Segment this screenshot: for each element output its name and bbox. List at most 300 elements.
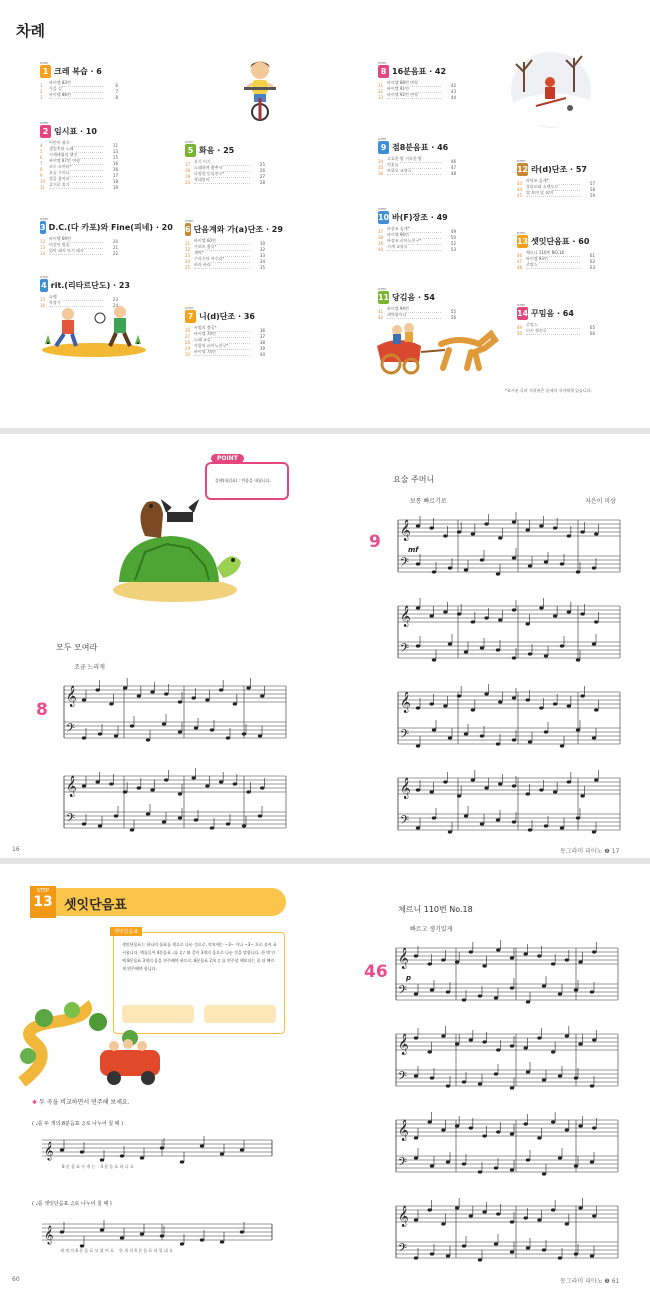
toc-entry-number: 33 [378,94,384,100]
winter-ski-illustration [510,42,592,130]
toc-entry-title [49,92,103,99]
toc-entry-number: 24 [185,258,191,264]
step13-spread [0,864,650,1292]
right-grand-staff-4 [388,766,624,846]
case1-lyrics: 8 분 음 표 두 개 는 4 분 음 표 하 나 요 [62,1164,134,1169]
czerny-footer [560,1276,619,1285]
toc-entry-page: 27 [259,173,265,179]
toc-entry-page: 22 [112,250,118,256]
svg-text:𝄞: 𝄞 [398,1206,409,1227]
toc-entry-title-text: 시계 교향곡 [387,244,408,249]
triplet-example-2 [204,1005,276,1023]
svg-text:𝄞: 𝄞 [66,686,77,707]
step-badge [30,886,56,918]
toc-entry-number: 44 [517,186,523,192]
toc-entry-number: 32 [378,88,384,94]
step-badge: STEP 3 [40,221,46,234]
toc-chapter [378,64,468,100]
svg-text:𝄢: 𝄢 [66,812,76,828]
toc-entry-page: 39 [259,345,265,351]
toc-entry-page: 16 [112,166,118,172]
toc-chapter-name: rit.(리타르단도) · 23 [50,280,130,290]
svg-text:𝄢: 𝄢 [400,728,410,744]
czerny-page-number: 61 [611,1278,620,1285]
toc-chapter [185,309,275,357]
toc-chapter-name: 임시표 · 10 [54,126,97,136]
toc-entry-number: 43 [517,180,523,186]
toc-entry-page: 35 [259,264,265,270]
step-badge: STEP 12 [517,163,528,176]
toc-entry-title-text: 생일축하 노래 [49,146,74,151]
toc-entry-page: 21 [112,244,118,250]
step-badge: STEP 8 [378,65,389,78]
toc-chapter-name: 셋잇단음표 · 60 [531,236,590,246]
triplet-box-label: 셋잇단음표 [110,927,142,936]
czerny-tempo: 빠르고 생기있게 [410,926,453,933]
toc-entry-page: 43 [450,88,456,94]
toc-entry-title-text: 고요한 밤 거룩한 밤 [387,156,422,161]
toc-entry-title-text: 바이엘 92번 변형 [387,92,418,97]
toc-entry-title-text: 바이엘 83번 [49,80,71,85]
toc-entry-page: 25 [259,161,265,167]
toc-entry-page: 42 [450,82,456,88]
step-badge: STEP 14 [517,307,528,320]
toc-entry-page: 19 [112,184,118,190]
toc-entry-title-text: 로망스 [526,262,538,267]
toc-entry-number: 25 [185,264,191,270]
toc-entry-number: 10 [40,178,46,184]
toc-entry-number: 50 [517,330,523,336]
point-text: 플랫(내림표) : 반음을 내립니다. [215,478,271,483]
toc-entry-number: 46 [517,252,523,258]
toc-chapter [185,143,275,185]
toc-entry-number: 34 [378,158,384,164]
svg-text:𝄢: 𝄢 [398,984,408,1000]
toc-entry[interactable] [185,351,265,357]
toc-chapter-name: 꾸밈음 · 64 [531,308,574,318]
toc-chapter-name: 크레 복습 · 6 [54,66,102,76]
toc-chapter-head [517,306,607,320]
toc-chapter-name: 점8분음표 · 46 [392,142,449,152]
step-badge: STEP 5 [185,144,196,157]
toc-chapter-head [517,234,607,248]
toc-entry-title-text: 시계태엽의 행진 [49,152,78,157]
toc-entry-number: 47 [517,258,523,264]
toc-entry-page: 52 [450,240,456,246]
svg-text:𝄞: 𝄞 [400,606,411,627]
step-badge: STEP 13 [517,235,528,248]
right-footer [560,846,619,855]
toc-chapter [40,220,173,256]
girl-bicycle-illustration [238,58,282,122]
czerny-grand-staff-1 [386,936,622,1016]
toc-chapter [517,234,607,270]
toc-chapter [40,124,130,190]
toc-chapter-name: 라(d)단조 · 57 [531,164,587,174]
toc-entry-number: 5 [40,148,43,154]
svg-text:𝄢: 𝄢 [398,1242,408,1258]
toc-entry-number: 18 [185,167,191,173]
toc-entry-page: 47 [450,164,456,170]
toc-entry-title-text: 새벽별이다 [387,312,407,317]
toc-entry-page: 55 [450,308,456,314]
toc-entry-number: 40 [378,246,384,252]
toc-entry-title-text: 요술 주머니 [49,170,70,175]
toc-entry-title-text: 즐거운 휴가 [49,182,70,187]
toc-chapter [517,162,607,198]
toc-entry-page: 37 [259,333,265,339]
toc-entry-title-text: 바이엘 96번 [387,232,409,237]
toc-entry-number: 36 [378,170,384,176]
toc-entry-page: 7 [115,88,118,94]
turtle-animals-illustration [105,496,247,606]
step-title: 셋잇단음표 [64,898,127,913]
toc-entry-title-text: 사랑의 춤곡* [194,325,217,330]
toc-entry-page: 40 [259,351,265,357]
toc-entry-number: 28 [185,339,191,345]
toc-entry-number: 49 [517,324,523,330]
step-badge: STEP 4 [40,279,48,292]
toc-chapter-head [378,64,468,78]
step-badge: STEP 10 [378,211,389,224]
toc-chapter-head [378,140,468,154]
toc-entry-number: 12 [40,238,46,244]
toc-entry-title-text: 바장조 음계* [387,226,410,231]
toc-entry-number: 23 [185,252,191,258]
toc-entry-title [49,248,103,255]
pieces-spread [0,434,650,858]
toc-entry-page: 30 [259,240,265,246]
toc-entry-title-text: 수리수리 마수리* [194,256,225,261]
step-number: 13 [33,894,53,910]
toc-entry-title-text: 새벽* [194,250,204,255]
toc-entry-title-text: 터키 행진곡 [526,328,547,333]
toc-entry-page: 56 [450,314,456,320]
toc-entry-number: 16 [40,302,46,308]
toc-entry-title [526,262,580,269]
toc-entry-number: 45 [517,192,523,198]
toc-entry-title-text: 노래하며 춤추자 [194,165,223,170]
toc-chapter-name: 당김음 · 54 [392,292,435,302]
toc-chapter-name: 화음 · 25 [199,145,235,155]
toc-chapter-name: 16분음표 · 42 [392,66,447,76]
toc-entry-title [526,190,580,197]
toc-entry-title-text: 노래 교실 [194,337,211,342]
toc-entry-page: 65 [589,324,595,330]
toc-entry-title [387,244,441,251]
toc-entry-title-text: 바라 바라 [194,262,211,267]
toc-entry-page: 15 [112,154,118,160]
toc-entry-number: 30 [185,351,191,357]
toc-entry-page: 53 [450,246,456,252]
toc-entry-page: 34 [259,258,265,264]
toc-entry-title-text: 어린이 왈츠 [49,140,70,145]
toc-entry[interactable] [40,184,118,190]
toc-entry-number: 48 [517,264,523,270]
toc-entry-number: 27 [185,333,191,339]
toc-entry-number: 4 [40,142,43,148]
toc-chapter-name: 단음계와 가(a)단조 · 29 [193,224,283,234]
toc-entry-number: 8 [40,166,43,172]
toc-entry[interactable] [517,264,595,270]
toc-chapter-head [378,210,468,224]
compare-title: ✱ 두 곡을 비교하면서 연주해 보세요. [32,1099,130,1106]
case2-lyrics: 세 개 의 8 분 음 표 모 였 어 요 한 개 의 4 분 음 표 되 었 네 요 [60,1248,173,1253]
toc-entry[interactable] [378,170,456,176]
toc-entry-title [49,182,103,189]
step-label: STEP [36,888,50,894]
toc-chapter-head [40,220,173,234]
toc-entry-number: 6 [40,154,43,160]
toc-entry-title-text: 엄마 돼지 아기 돼지 [49,248,84,253]
toc-entry-number: 20 [185,179,191,185]
czerny-grand-staff-2 [386,1022,622,1102]
toc-entry-number: 22 [185,246,191,252]
svg-text:𝄞: 𝄞 [44,1225,54,1244]
toc-entry-title [387,92,441,99]
toc-entry-page: 33 [259,252,265,258]
step-badge: STEP 11 [378,291,389,304]
toc-entry-page: 20 [112,238,118,244]
toc-entry-number: 19 [185,173,191,179]
toc-entry-number: 13 [40,244,46,250]
toc-chapter [378,210,468,252]
toc-entry-number: 26 [185,327,191,333]
toc-chapter-head [378,290,468,304]
toc-entry-title-text: 바장조 피아노친구* [387,238,422,243]
case1-label: ( ♩를 두 개의 8분음표 ♫로 나누어 칠 때 ) [32,1121,124,1127]
svg-text:𝄞: 𝄞 [44,1141,54,1160]
left-grand-staff-1 [54,674,290,754]
toc-entry[interactable] [517,192,595,198]
toc-entry-page: 48 [450,170,456,176]
left-page-number: 16 [12,846,20,853]
step-badge: STEP 9 [378,141,389,154]
toc-entry-title-text: 자장가 [49,300,61,305]
toc-entry-page: 11 [112,142,118,148]
toc-entry-title-text: 작대볼이 [194,177,210,182]
toc-entry-title-text: 다정한 동물친구* [194,171,225,176]
toc-entry-page: 32 [259,246,265,252]
compare-title-text: 두 곡을 비교하면서 연주해 보세요. [38,1099,130,1106]
toc-entry-title-text: 오기 어기 [194,159,211,164]
toc-entry-page: 28 [259,179,265,185]
horse-carriage-illustration [375,316,501,378]
toc-entry-page: 17 [112,172,118,178]
toc-entry-page: 44 [450,94,456,100]
right-piece-number: 9 [369,532,381,552]
toc-entry-number: 37 [378,228,384,234]
toc-chapter-name: D.C.(다 카포)와 Fine(피네) · 20 [48,222,173,232]
toc-entry-page: 62 [589,258,595,264]
toc-entry-title-text: 바이엘 86번 [49,92,71,97]
svg-text:𝄢: 𝄢 [400,814,410,830]
left-page-number: 60 [12,1276,20,1283]
toc-entry-number: 41 [378,308,384,314]
toc-entry-title-text: 바이엘 93번 [526,256,548,261]
toc-entry-number: 3 [40,94,43,100]
boys-soccer-illustration [40,300,148,358]
toc-entry-number: 21 [185,240,191,246]
case2-text: ♩를 셋잇단음표 ♫로 나누어 칠 때 [35,1201,109,1207]
right-piece-title: 요술 주머니 [393,475,435,484]
toc-entry-title-text: 버섯이 방울 [49,242,70,247]
toc-entry-title-text: 라단조 음계* [526,178,549,183]
toc-chapter-head [185,309,275,323]
svg-text:𝄢: 𝄢 [398,1156,408,1172]
step-header [30,888,286,916]
svg-text:𝄢: 𝄢 [400,642,410,658]
triplet-box-text: 셋잇단음표는 하나의 음표를 셋으로 나눈 것으로, 악보에는 −3− 이나 −3− 으로 묶어 표시합니다. 예를들어 4분음표 ♩를 ♫♪ 와 같이 3개의 음으로 나눈 것을 말합니다. 한 박 안에 8분음표 3개의 음을 연주해야 하므로, 8분음표 2개 ♫ 를 연주할 때보다는 좀 더 빠르게 연주해야 합니다. [122,942,277,971]
case2-staff [32,1216,282,1252]
toc-entry-title [526,328,580,335]
toc-entry-page: 36 [259,327,265,333]
toc-entry-page: 66 [589,330,595,336]
toc-entry-page: 63 [589,264,595,270]
svg-text:𝄞: 𝄞 [400,520,411,541]
dynamic-marking: p [406,974,412,982]
toc-entry-number: 42 [378,314,384,320]
right-grand-staff-3 [388,680,624,760]
svg-text:𝄢: 𝄢 [66,722,76,738]
toc-entry-page: 46 [450,158,456,164]
toc-entry-page: 58 [589,186,595,192]
dynamic-marking: mf [408,546,419,554]
case1-text: ♩를 두 개의 8분음표 ♫로 나누어 칠 때 [35,1121,120,1127]
toc-entry[interactable] [185,179,265,185]
toc-entry[interactable] [517,330,595,336]
toc-entry-page: 50 [450,234,456,240]
svg-text:𝄞: 𝄞 [66,776,77,797]
toc-chapter-head [40,64,130,78]
left-piece-tempo: 조금 느리게 [74,664,105,671]
toc-entry-title [194,349,250,356]
road-car-illustration [14,992,166,1090]
point-label: POINT [211,454,244,463]
toc-entry-title-text: 별을 잡아라 [49,176,70,181]
toc-entry-title-text: 체르니 110번 NO.18 [526,250,564,255]
toc-entry-title-text: 바이엘 87번 변형 [49,158,80,163]
toc-entry-title-text: 바이엘 88번 변형 [387,80,418,85]
toc-entry-number: 2 [40,88,43,94]
toc-entry-page: 26 [259,167,265,173]
toc-entry-title-text: 플라모와 소렌토로 [526,184,559,189]
czerny-title: 체르니 110번 No.18 [398,905,473,914]
case1-staff [32,1132,282,1168]
toc-entry-title-text: 바이엘 74번 [194,349,216,354]
toc-entry-page: 38 [259,339,265,345]
toc-chapter-name: 니(d)단조 · 36 [199,311,255,321]
toc-entry-title-text: 바이엘 94번 [387,306,409,311]
left-piece-title: 모두 모여라 [56,643,98,652]
left-grand-staff-2 [54,764,290,844]
toc-entry-number: 11 [40,184,46,190]
toc-entry-number: 14 [40,250,46,256]
right-page-number: 17 [611,848,620,855]
toc-entry-page: 16 [112,160,118,166]
toc-chapter [378,140,468,176]
toc-entry-page: 24 [112,302,118,308]
svg-text:𝄢: 𝄢 [398,1070,408,1086]
right-grand-staff-2 [388,594,624,674]
toc-entry-number: 39 [378,240,384,246]
step-badge: STEP 1 [40,65,51,78]
toc-entry-title-text: 쇼팽 [49,294,57,299]
toc-entry-number: 17 [185,161,191,167]
toc-entry-title [387,168,441,175]
toc-entry-title-text: 바이엘 60번 [194,238,216,243]
czerny-number: 46 [364,962,388,982]
toc-entry-page: 13 [112,148,118,154]
toc-chapter-head [517,162,607,176]
toc-entry-page: 49 [450,228,456,234]
svg-text:𝄞: 𝄞 [400,778,411,799]
toc-chapter-head [185,222,283,236]
case2-label: ( ♩를 셋잇단음표 ♫로 나누어 칠 때 ) [32,1201,112,1207]
svg-text:𝄞: 𝄞 [398,948,409,969]
toc-entry-number: 38 [378,234,384,240]
czerny-grand-staff-3 [386,1108,622,1188]
toc-entry-number: 9 [40,172,43,178]
svg-text:𝄞: 𝄞 [398,1034,409,1055]
svg-text:𝄞: 𝄞 [398,1120,409,1141]
toc-entry[interactable] [378,94,456,100]
toc-chapter-name: 바(F)장조 · 49 [392,212,448,222]
step-badge: STEP 2 [40,125,51,138]
left-piece-number: 8 [36,700,48,720]
toc-entry[interactable] [378,246,456,252]
toc-entry[interactable] [40,94,118,100]
czerny-grand-staff-4 [386,1194,622,1274]
toc-chapter-head [40,124,130,138]
toc-entry-page: 6 [115,82,118,88]
toc-entry[interactable] [40,250,118,256]
toc-entry-page: 61 [589,252,595,258]
toc-entry-title-text: 가보트 춤곡* [194,244,217,249]
toc-entry[interactable] [185,264,265,270]
toc-chapter [40,64,130,100]
toc-entry-number: 31 [378,82,384,88]
toc-entry-title-text: 별 보며 달 보며 [526,190,553,195]
toc-footnote: *표시된 곡의 저작권은 음세의 저자에게 있습니다. [505,388,592,393]
step-badge: STEP 6 [185,223,191,236]
toc-title: 차례 [16,22,45,40]
toc-entry-number: 29 [185,345,191,351]
step-badge: STEP 7 [185,310,196,323]
right-footer-text: 동그라미 피아노 ❷ [560,848,610,855]
right-piece-tempo: 보통 빠르기로 [410,498,447,505]
toc-entry-title-text: 멋꽃놀 [387,162,399,167]
toc-entry-title-text: 사랑의 피아노친구* [194,343,229,348]
toc-entry-title-text: 트위오 교향곡 [387,168,412,173]
toc-chapter [517,306,607,336]
toc-entry-page: 8 [115,94,118,100]
toc-entry-title-text: 바이엘 69번 [49,236,71,241]
toc-chapter-head [40,278,130,292]
toc-entry-number: 15 [40,296,46,302]
toc-entry-number: 1 [40,82,43,88]
toc-entry-title-text: 모두 모여라* [49,164,72,169]
toc-entry-page: 59 [589,192,595,198]
czerny-footer-text: 동그라미 피아노 ❷ [560,1278,610,1285]
toc-chapter [185,222,283,270]
svg-text:𝄢: 𝄢 [400,556,410,572]
toc-entry-title-text: 로망스 [526,322,538,327]
toc-entry-title-text: 바이엘 91번 [387,86,409,91]
toc-entry-number: 35 [378,164,384,170]
toc-entry-page: 23 [112,296,118,302]
toc-spread [0,0,650,428]
